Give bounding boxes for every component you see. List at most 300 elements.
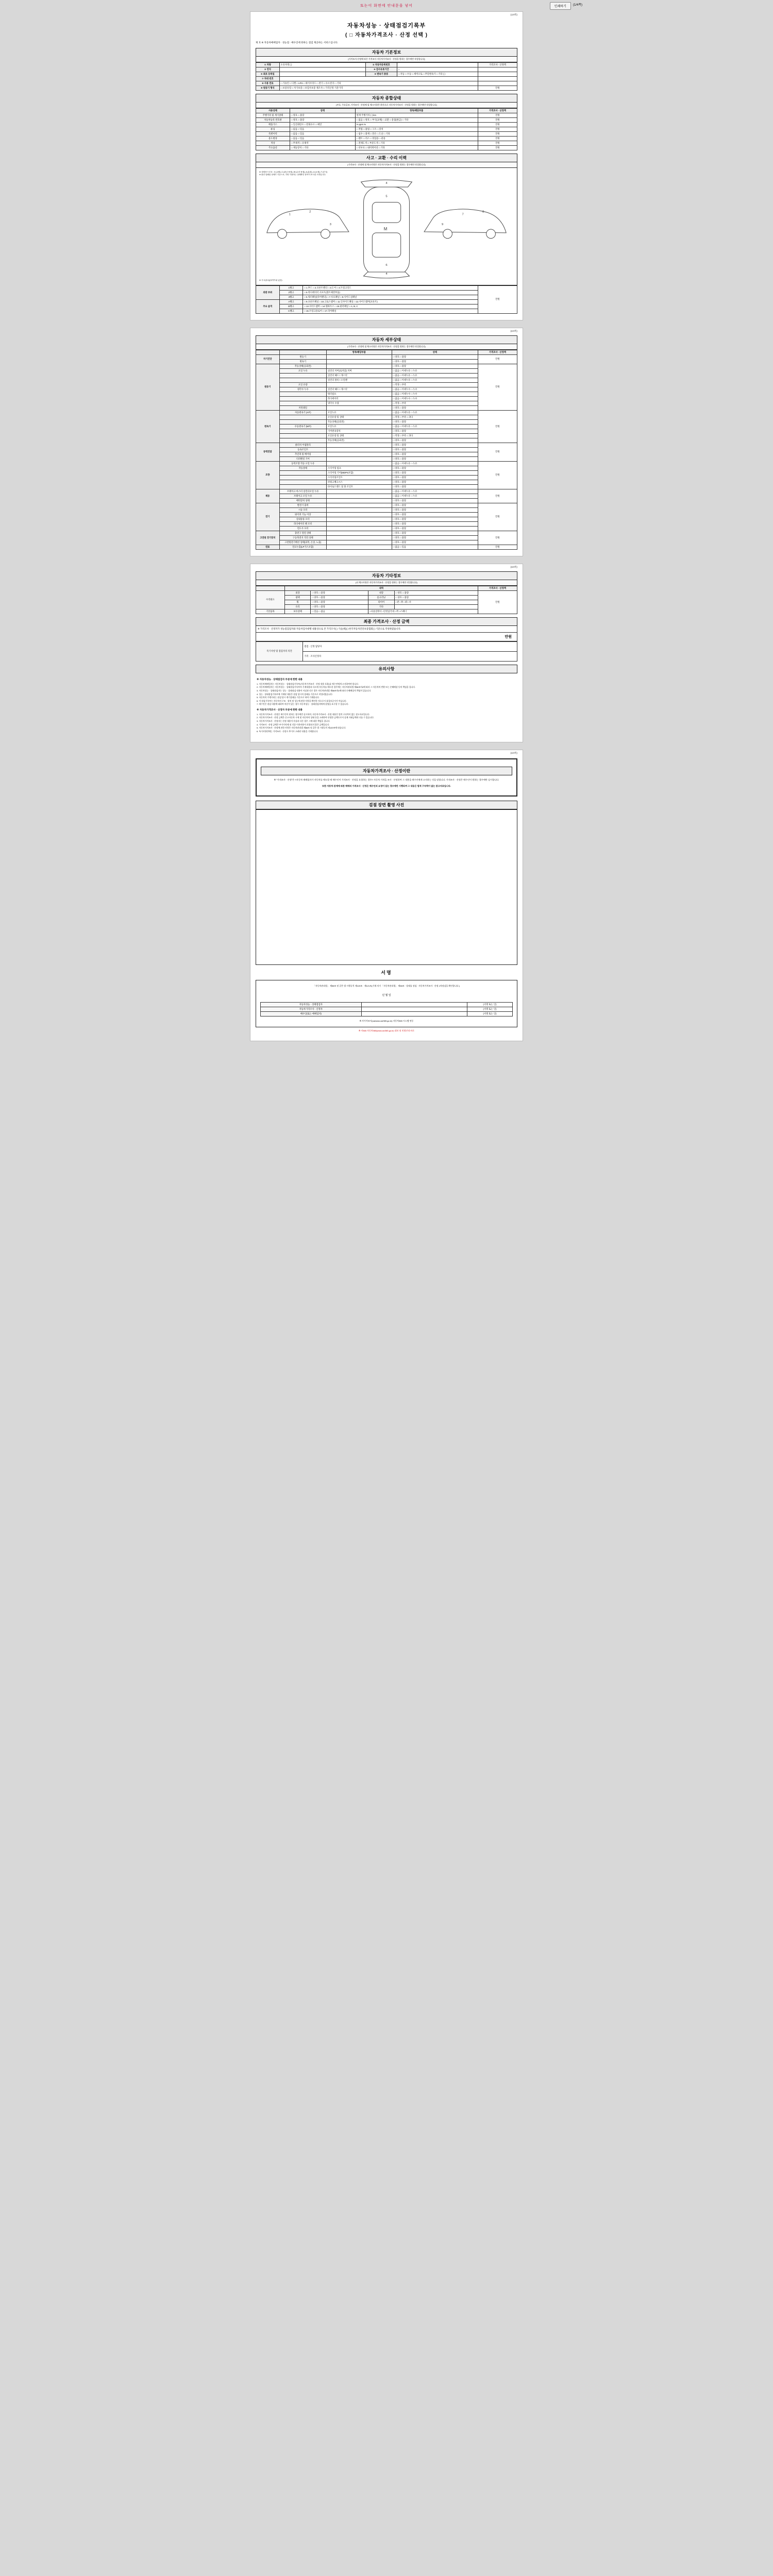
- detail-sub-label: 발전기 출력: [279, 503, 326, 507]
- overall-row-amount[interactable]: 만원: [478, 145, 517, 150]
- detail-state[interactable]: □ 없음 □ 미세누유 □ 누유: [392, 494, 478, 498]
- detail-amount[interactable]: 만원: [478, 461, 517, 489]
- section-etc-note: (타 체크사항은 자동차가격조사 · 산정을 원하는 경우에만 작성합니다): [256, 580, 517, 586]
- detail-amount[interactable]: 만원: [478, 410, 517, 443]
- basic-row-cell[interactable]: ~: [397, 67, 478, 72]
- overall-row-state[interactable]: □ 없음 □ 있음: [290, 127, 355, 131]
- section-detail-note: (가격조사 · 산정에 필 체크사항은 자동차가격조사 · 산정을 원하는 경우에만 작성합니다): [256, 344, 517, 350]
- accident-rank: A랭크: [279, 299, 303, 304]
- price-note-label: 특기사항 및 점검자의 의견: [256, 641, 303, 661]
- detail-sub-label: [279, 378, 326, 382]
- accident-amount[interactable]: 만원: [478, 285, 517, 313]
- detail-state[interactable]: □ 적정 □ 부족: [392, 382, 478, 387]
- basic-amount-cell[interactable]: [478, 72, 517, 76]
- accident-rank: C랭크: [279, 309, 303, 313]
- basic-row-label: ② 자동차등록번호: [365, 62, 397, 67]
- detail-item: [326, 443, 392, 447]
- terms-item: 5. 자동차가격조사 · 산정에 관한 사항은 자동차관리법 제58조 및 같은 법 시행규칙 제120조에 따릅니다.: [257, 726, 346, 730]
- basic-row-cell[interactable]: □ 보증유형 □ 자가보증 □ 보험사보증 제조사 □ 가격산정 기준가격: [279, 86, 478, 90]
- svg-text:2: 2: [309, 210, 311, 214]
- signature-row-value[interactable]: [361, 1011, 467, 1016]
- etc-sub-state[interactable]: □ 양호 □ 불량: [311, 604, 368, 609]
- detail-sub-label: [279, 438, 326, 443]
- detail-item: [326, 447, 392, 452]
- overall-row-items[interactable]: □ 선루프 □ 내비게이션 □ 기타: [355, 145, 478, 150]
- price-note-value[interactable]: 가격 · 조사산정자: [303, 651, 517, 661]
- detail-state[interactable]: □ 양호 □ 불량: [392, 443, 478, 447]
- detail-sub-label: [279, 392, 326, 396]
- detail-state[interactable]: □ 양호 □ 불량: [392, 475, 478, 480]
- section-price-title: 최종 가격조사 · 산정 금액: [256, 617, 517, 626]
- detail-amount[interactable]: 만원: [478, 364, 517, 410]
- detail-sub-label: 브레이크 마스터 실린더오일 누유: [279, 489, 326, 494]
- section-etc-title: 자동차 기타정보: [256, 571, 517, 580]
- detail-sub-label: [279, 480, 326, 484]
- etc-row-label: 수리필요: [256, 590, 285, 609]
- basic-row-cell[interactable]: [397, 62, 478, 67]
- detail-sub-label: 시동 모터: [279, 507, 326, 512]
- detail-state[interactable]: □ 적정 □ 부족 □ 과다: [392, 433, 478, 438]
- overall-row-state[interactable]: □ 무채색 □ 유채색: [290, 141, 355, 145]
- signature-row-seal[interactable]: (서명 또는 인): [467, 1011, 512, 1016]
- detail-group-label: 조향: [256, 461, 280, 489]
- detail-item: [326, 531, 392, 535]
- detail-group-label: 고전원 전기장치: [256, 531, 280, 545]
- etc-sub-label: 광택: [284, 595, 311, 600]
- detail-sub-label: 자동변속기 (A/T): [279, 410, 326, 415]
- signature-row-label: 매수인(또는 매매업자): [261, 1011, 362, 1016]
- svg-text:3: 3: [329, 223, 331, 226]
- detail-group-label: 변속기: [256, 410, 280, 443]
- detail-state[interactable]: □ 양호 □ 불량: [392, 498, 478, 503]
- detail-sub-label: 구동축전지 격리 상태: [279, 535, 326, 540]
- etc-sub-state[interactable]: □ 양호 □ 불량: [394, 595, 478, 600]
- detail-item: [326, 489, 392, 494]
- detail-item: [326, 359, 392, 364]
- detail-state[interactable]: □ 적정 □ 부족 □ 과다: [392, 415, 478, 419]
- guarantee-body-2: 또한 자동차 관계에 따른 매매의 가격조사 · 산정은 매수인의 요청이 있는 경우에만 시행되며 그 내용은 법적 구속력이 없는 참고자료입니다.: [322, 785, 451, 788]
- svg-text:1: 1: [289, 213, 291, 216]
- detail-state[interactable]: □ 양호 □ 불량: [392, 470, 478, 475]
- svg-text:9: 9: [442, 223, 444, 226]
- accident-items[interactable]: □ 16.트렁크플로어 □ 17.리어패널: [303, 309, 478, 313]
- detail-sub-label: 수동변속기 (M/T): [279, 424, 326, 429]
- etc-sub-label: 기타: [368, 604, 394, 609]
- signature-row-value[interactable]: [361, 1007, 467, 1011]
- accident-parts-table: [256, 285, 517, 314]
- page-4: [250, 750, 523, 1041]
- page-4-number: (4/4쪽): [510, 751, 517, 754]
- detail-item: [326, 354, 392, 359]
- detail-state[interactable]: □ 없음 □ 미세누유 □ 누유: [392, 461, 478, 466]
- etc-sub-state[interactable]: □ 있음 □ 없음: [311, 609, 368, 614]
- issue-line: 제 호 ※ 자동차매매업자 · 성능점 · 매수인에 한하는 점검 제공하는 서비스입니다.: [256, 41, 338, 44]
- price-note-value[interactable]: 점검 · 산정 담당자: [303, 641, 517, 651]
- detail-col-2: 항목/해당부품: [326, 350, 392, 354]
- etc-sub-label: 룸크리닝: [368, 595, 394, 600]
- signature-date[interactable]: 년 월 일: [382, 993, 391, 997]
- detail-col-1: [279, 350, 326, 354]
- overall-row-amount[interactable]: 만원: [478, 136, 517, 141]
- accident-items[interactable]: □ 9.프론트패널 □ 10.크로스멤버 □ 11.인사이드패널 □ 12.사이드멤버(프론트): [303, 299, 478, 304]
- signature-row-label: 자동차성능 · 상태점검자: [261, 1002, 362, 1007]
- overall-row-state[interactable]: □ 제동장치 □ 기타: [290, 145, 355, 150]
- basic-row-label: ⑤ 최초 등록일: [256, 72, 280, 76]
- section-overall-title: 자동차 종합상태: [256, 94, 517, 103]
- signature-row-value[interactable]: [361, 1002, 467, 1007]
- terms-item: 3. 자동차가격조사 · 산정자는 산정 내용이 사실과 다른 경우 그에 대한 책임을 집니다.: [257, 720, 330, 723]
- overall-row-amount[interactable]: 만원: [478, 117, 517, 122]
- basic-row-cell[interactable]: [279, 67, 365, 72]
- detail-sub-label: 고전원전기배선 상태(피복, 손상, 노출): [279, 540, 326, 545]
- signature-row-seal[interactable]: (서명 또는 인): [467, 1007, 512, 1011]
- detail-state[interactable]: □ 양호 □ 불량: [392, 531, 478, 535]
- accident-items[interactable]: □ 13.사이드멤버 □ 14.휠하우스 □ 15.필러패널 □ A, B, C: [303, 304, 478, 309]
- detail-group-label: 전기: [256, 503, 280, 531]
- detail-amount[interactable]: 만원: [478, 531, 517, 545]
- overall-row-state[interactable]: □ 일산화탄소 □ 탄화수소 □ 매연: [290, 122, 355, 127]
- detail-sub-label: 추진축 및 베어링: [279, 452, 326, 456]
- detail-state[interactable]: □ 없음 □ 미세누수 □ 누수: [392, 396, 478, 401]
- table-row: [256, 364, 517, 368]
- detail-item: [326, 545, 392, 549]
- detail-item: [326, 526, 392, 531]
- detail-state[interactable]: □ 양호 □ 불량: [392, 419, 478, 424]
- etc-sub-label: 내장: [368, 590, 394, 595]
- detail-item: 기어변속장치: [326, 429, 392, 433]
- detail-state[interactable]: □ 양호 □ 불량: [392, 503, 478, 507]
- detail-state[interactable]: □ 양호 □ 불량: [392, 452, 478, 456]
- detail-sub-label: 배력장치 상태: [279, 498, 326, 503]
- terms-item: 6. 특기사항란에는 가격조사 · 산정시 추가로 고려된 내용을 기재합니다.: [257, 730, 318, 733]
- etc-amount[interactable]: 만원: [478, 590, 517, 614]
- overall-row-state[interactable]: □ 양호 □ 불량: [290, 113, 355, 117]
- etc-sub-label: 유리: [284, 604, 311, 609]
- detail-sub-label: 연료누출(LP가스포함): [279, 545, 326, 549]
- detail-item: 오일누유: [326, 424, 392, 429]
- detail-sub-label: [279, 396, 326, 401]
- overall-row-items[interactable]: □ 전체도색 □ 부분도색 □ 기타: [355, 141, 478, 145]
- basic-row-cell[interactable]: □ 자동 □ 수동 □ 세미오토 □ 무단변속기 □ 기타 ( ): [397, 72, 478, 76]
- detail-item: [326, 452, 392, 456]
- guarantee-body: ※ "가격조사 · 산정"은 <자동차 매매업자가 자동차를 매도할 때 매수인이 가격조사 · 산정을 요청하는 경우> 자동차 가격을 조사 · 산정하여 그 내용을 매수인에게 고지하는 것을 말합니다. 가격조사 · 산정은 매수인이 원하는 경우에만 실시합니다.: [274, 778, 499, 781]
- overall-row-state[interactable]: □ 없음 □ 있음: [290, 136, 355, 141]
- page-2: [250, 328, 523, 556]
- overall-state-table: [256, 108, 517, 150]
- basic-row-label: ⑥ 변속기 종류: [365, 72, 397, 76]
- detail-sub-label: 윈도우 모터: [279, 526, 326, 531]
- detail-item: [326, 405, 392, 410]
- photo-area[interactable]: [256, 809, 517, 965]
- terms-block: [256, 673, 517, 736]
- overall-row-amount[interactable]: 만원: [478, 127, 517, 131]
- detail-amount[interactable]: 만원: [478, 354, 517, 364]
- terms-item: 1. 자동차매매업자는 자동차성능 · 상태점검기록부(자동차가격조사 · 산정 내용 포함)를 매수인에게 고지하여야 합니다.: [257, 682, 359, 685]
- basic-amount-header: 가격조사 · 산정액: [478, 62, 517, 67]
- page-3-number: (3/4쪽): [510, 565, 517, 568]
- table-row: [256, 354, 517, 359]
- overall-row-items[interactable]: □ 렌트 □ 리스 □ 영업용 □ 관용: [355, 136, 478, 141]
- basic-amount-cell: 만원: [478, 86, 517, 90]
- detail-item: 오일유량 및 상태: [326, 433, 392, 438]
- basic-amount-cell[interactable]: [478, 67, 517, 72]
- top-toolbar: [0, 0, 773, 11]
- detail-item: 스티어링조인트: [326, 475, 392, 480]
- overall-row-items[interactable]: □ 적법 □ 불법 □ 구조 □ 장치: [355, 127, 478, 131]
- terms-item: 2. 자동차가격조사 · 산정 금액은 중고자동차 시세 및 자동차의 상태 등을 고려하여 산정한 금액으로서 실제 거래금액과 다를 수 있습니다.: [257, 716, 375, 719]
- price-amount[interactable]: 만원: [256, 633, 517, 641]
- detail-item: [326, 364, 392, 368]
- section-notes-title: 유의사항: [256, 665, 517, 673]
- basic-row-cell[interactable]: [279, 72, 365, 76]
- accident-group-label: 주요 골격: [256, 299, 280, 313]
- detail-sub-label: 와이퍼 기능 이상: [279, 512, 326, 517]
- top-notice: 또는이 화면에 안내문을 넣어: [360, 4, 413, 8]
- detail-state[interactable]: □ 양호 □ 불량: [392, 535, 478, 540]
- detail-state[interactable]: □ 양호 □ 불량: [392, 447, 478, 452]
- price-notes-table: [256, 641, 517, 662]
- detail-sub-label: [279, 475, 326, 480]
- detail-amount[interactable]: 만원: [478, 503, 517, 531]
- toolbar-buttons: [550, 2, 582, 10]
- detail-state[interactable]: □ 양호 □ 불량: [392, 438, 478, 443]
- detail-sub-label: 등속조인트: [279, 447, 326, 452]
- detail-state[interactable]: □ 양호 □ 불량: [392, 354, 478, 359]
- print-button[interactable]: 인쇄하기: [550, 2, 571, 10]
- etc-row-label: 기본품목: [256, 609, 285, 614]
- detail-sub-label: 오일 누유: [279, 368, 326, 373]
- detail-state[interactable]: □ 없음 □ 미세누유 □ 누유: [392, 378, 478, 382]
- overall-row-items[interactable]: 현재 주행거리 ( ) km: [355, 113, 478, 117]
- detail-sub-label: 커먼레일: [279, 405, 326, 410]
- crash-question[interactable]: ※ 사고(유무)(타격부위 있음): [259, 279, 282, 281]
- overall-col-2: 항목/해당부품: [355, 108, 478, 113]
- overall-row-state[interactable]: □ 없음 □ 있음: [290, 131, 355, 136]
- section-overall-note: (부호, 주요골조, 가격조사 · 산정에 필 체크사항은 환산으로 자동차가격조사 · 산정을 원하는 경우에만 작성합니다): [256, 103, 517, 108]
- overall-row-label: 특별이력: [256, 131, 290, 136]
- section-accident-note: (가격조사 · 산정에 필 체크사항은 자동차가격조사 · 산정을 원하는 경우에만 작성합니다): [256, 162, 517, 168]
- accident-items[interactable]: □ 5.라디에이터 서포트(볼트체결부품): [303, 290, 478, 295]
- detail-item: [326, 382, 392, 387]
- detail-sub-label: 작동상태: [279, 466, 326, 470]
- overall-row-label: 주행거리 및 계기상태: [256, 113, 290, 117]
- terms-group1-list: [257, 683, 516, 706]
- etc-sub-state[interactable]: □ 양호 □ 불량: [311, 595, 368, 600]
- detail-item: [326, 535, 392, 540]
- terms-item: 4. 가격조사 · 산정 금액은 부가가치세 및 각종 이전비용이 포함되지 않은 금액입니다.: [257, 723, 330, 726]
- basic-row-label: ① 차량: [256, 62, 280, 67]
- detail-sub-label: [279, 419, 326, 424]
- overall-row-amount[interactable]: 만원: [478, 122, 517, 127]
- detail-state[interactable]: □ 없음 □ 미세누수 □ 누수: [392, 387, 478, 392]
- basic-amount-cell[interactable]: [478, 81, 517, 86]
- overall-col-0: 사용상태: [256, 108, 290, 113]
- detail-state[interactable]: □ 없음 □ 미세누수 □ 누수: [392, 392, 478, 396]
- detail-state[interactable]: □ 양호 □ 불량: [392, 507, 478, 512]
- accident-items[interactable]: □ 1.후드 □ 2.프론트펜더 □ 3.도어 □ 4.트렁크리드: [303, 285, 478, 290]
- price-desc: ※ 가격조사 · 산정자가 성능점검업자와 자동차검사대행 내용상으로 본 가격조사( ) 기술(세)( ) 한국자동차진단보증협회( ) 기준으로 작성하였습니다.: [256, 626, 517, 633]
- detail-state[interactable]: □ 양호 □ 불량: [392, 359, 478, 364]
- section-basic-note: [가격조사·산정에 따른 가격조사 자동차가격조사 · 산정을 원하는 경우에만 작성합니다]: [256, 57, 517, 62]
- page-wrapper: [0, 0, 773, 1041]
- detail-state[interactable]: □ 없음 □ 미세누유 □ 누유: [392, 410, 478, 415]
- detail-group-label: 제동: [256, 489, 280, 503]
- accident-items[interactable]: □ 6.쿼터패널(리어펜더) □ 7.루프패널 □ 8.사이드실패널: [303, 295, 478, 299]
- detail-item: 작동상태(공회전): [326, 438, 392, 443]
- detail-sub-label: 브레이크 오일 누유: [279, 494, 326, 498]
- detail-amount[interactable]: 만원: [478, 545, 517, 549]
- detail-group-label: 원동기: [256, 364, 280, 410]
- detail-item: [326, 498, 392, 503]
- detail-item: 파워크랭크시스: [326, 480, 392, 484]
- detail-sub-label: 충전구 절연 상태: [279, 531, 326, 535]
- etc-col-0: [256, 586, 285, 590]
- svg-text:6: 6: [385, 263, 388, 267]
- detail-state[interactable]: □ 양호 □ 불량: [392, 480, 478, 484]
- etc-sub-label: 보유상태: [284, 609, 311, 614]
- detail-amount[interactable]: 만원: [478, 489, 517, 503]
- detail-item: [326, 512, 392, 517]
- svg-text:5: 5: [385, 195, 388, 198]
- detail-state-table: [256, 350, 517, 550]
- overall-row-amount[interactable]: 만원: [478, 141, 517, 145]
- detail-sub-label: [279, 401, 326, 405]
- section-detail-title: 자동차 세부상태: [256, 335, 517, 344]
- photo-section-title: 검점 장면 촬영 사진: [256, 801, 517, 809]
- detail-item: [326, 461, 392, 466]
- detail-state[interactable]: □ 양호 □ 불량: [392, 512, 478, 517]
- page-1-number: (1/4쪽): [510, 13, 517, 16]
- detail-state[interactable]: □ 양호 □ 불량: [392, 517, 478, 521]
- etc-sub-label: 타이어: [368, 600, 394, 604]
- overall-row-amount[interactable]: 만원: [478, 113, 517, 117]
- svg-text:8: 8: [482, 210, 484, 214]
- detail-state[interactable]: □ 양호 □ 불량: [392, 364, 478, 368]
- detail-item: 스티어링 기어(MDPS포함): [326, 470, 392, 475]
- detail-col-4: 가격조사 · 산정액: [478, 350, 517, 354]
- overall-row-items[interactable]: □ 없음 □ 양호 □ 부식(교체) □ 교환 □ 용접(판금) □ 기타: [355, 117, 478, 122]
- overall-row-items[interactable]: □ 침수 □ 화재 □ 전손 □ 도난 □ 기타: [355, 131, 478, 136]
- detail-item: [326, 507, 392, 512]
- detail-sub-label: 냉각수 누수: [279, 387, 326, 392]
- overall-row-label: 자동차등록 번호판: [256, 117, 290, 122]
- detail-sub-label: 디퍼렌셜 기어: [279, 456, 326, 461]
- detail-sub-label: 클러치 어셈블리: [279, 443, 326, 447]
- detail-col-0: [256, 350, 280, 354]
- accident-rank: 3랭크: [279, 295, 303, 299]
- accident-group-label: 외판 부위: [256, 285, 280, 299]
- terms-group2-title: ※ 자동차가격조사 · 산정자 부분에 한한 내용: [257, 708, 303, 711]
- signature-box: [256, 980, 517, 1027]
- etc-info-table: [256, 586, 517, 614]
- detail-item: 실린더 헤드 / 개스킷: [326, 387, 392, 392]
- etc-sub-state[interactable]: □전 □후 □좌 □우: [394, 600, 478, 604]
- detail-group-label: 자기진단: [256, 354, 280, 364]
- detail-sub-label: [279, 433, 326, 438]
- diagram-legend-1: ※ 상태표시 부호 : X (교환), C (판금·용접), W (수리·용접), A (흠집), U (요철), T (부식): [259, 171, 328, 173]
- detail-sub-label: 실내송풍 모터: [279, 517, 326, 521]
- detail-state[interactable]: □ 없음 □ 있음: [392, 545, 478, 549]
- detail-state[interactable]: □ 적정 □ 부족: [392, 401, 478, 405]
- accident-diagram-box: [256, 168, 517, 285]
- detail-item: 작동상태(공회전): [326, 419, 392, 424]
- detail-amount[interactable]: 만원: [478, 443, 517, 461]
- basic-info-table: [256, 62, 517, 91]
- overall-row-items[interactable]: % ppm %: [355, 122, 478, 127]
- etc-sub-label: 외장: [284, 590, 311, 595]
- basic-amount-cell[interactable]: [478, 76, 517, 81]
- page-3: [250, 564, 523, 742]
- overall-row-state[interactable]: □ 양호 □ 불량: [290, 117, 355, 122]
- table-row: [256, 489, 517, 494]
- detail-state[interactable]: □ 없음 □ 미세누유 □ 누유: [392, 373, 478, 378]
- overall-row-label: 배출가스: [256, 122, 290, 127]
- detail-state[interactable]: □ 양호 □ 불량: [392, 484, 478, 489]
- detail-group-label: 연료: [256, 545, 280, 549]
- basic-row-cell[interactable]: [279, 76, 478, 81]
- terms-item: 7. 매수인은 점검 내용에 대하여 의문이 있는 경우 자동차성능 · 상태점검자에게 설명을 요구할 수 있습니다.: [257, 703, 349, 706]
- overall-col-3: 가격조사 · 산정액: [478, 108, 517, 113]
- etc-sub-state[interactable]: □사용설명서 □안전삼각대 □잭 □스패너: [368, 609, 478, 614]
- guarantee-box: [256, 758, 517, 796]
- detail-state[interactable]: □ 없음 □ 미세누유 □ 누유: [392, 368, 478, 373]
- detail-state[interactable]: □ 양호 □ 불량: [392, 466, 478, 470]
- overall-row-amount[interactable]: 만원: [478, 131, 517, 136]
- detail-sub-label: [279, 429, 326, 433]
- detail-item: 타이로드엔드 및 볼 조인트: [326, 484, 392, 489]
- signature-table: [260, 1002, 513, 1016]
- detail-item: 냉각수 수량: [326, 401, 392, 405]
- detail-group-label: 동력전달: [256, 443, 280, 461]
- detail-state[interactable]: □ 양호 □ 불량: [392, 540, 478, 545]
- detail-item: 스티어링 펌프: [326, 466, 392, 470]
- accident-rank: B랭크: [279, 304, 303, 309]
- page-indicator: (1/4쪽): [573, 4, 582, 7]
- detail-state[interactable]: □ 양호 □ 불량: [392, 526, 478, 531]
- signature-title: 서명: [381, 970, 392, 976]
- table-row: [256, 503, 517, 507]
- detail-state[interactable]: □ 양호 □ 불량: [392, 429, 478, 433]
- etc-sub-state[interactable]: □ 양호 □ 불량: [394, 590, 478, 595]
- detail-table-body: [256, 354, 517, 549]
- overall-row-label: 주요옵션: [256, 145, 290, 150]
- etc-sub-state[interactable]: [394, 604, 478, 609]
- detail-item: [326, 517, 392, 521]
- detail-state[interactable]: □ 양호 □ 불량: [392, 521, 478, 526]
- basic-row-label: ⑨ 원동기 형식: [256, 86, 280, 90]
- etc-sub-state[interactable]: □ 양호 □ 불량: [311, 600, 368, 604]
- basic-row-cell[interactable]: □ 가솔린 □ 디젤 □ LPG □ 하이브리드 □ 전기 □ 수소전지 □ 기타: [279, 81, 478, 86]
- detail-state[interactable]: □ 없음 □ 미세누유 □ 누유: [392, 489, 478, 494]
- etc-sub-state[interactable]: □ 양호 □ 불량: [311, 590, 368, 595]
- signature-row-label: 자동차가격조사 · 산정자: [261, 1007, 362, 1011]
- detail-state[interactable]: □ 없음 □ 미세누유 □ 누유: [392, 424, 478, 429]
- detail-item: 실린더 블록 / 오일팬: [326, 378, 392, 382]
- overall-row-label: 튜닝: [256, 127, 290, 131]
- detail-sub-label: 변속기: [279, 359, 326, 364]
- table-row: [256, 461, 517, 466]
- terms-group2-list: [257, 713, 516, 733]
- detail-item: [326, 494, 392, 498]
- signature-row-seal[interactable]: (서명 또는 인): [467, 1002, 512, 1007]
- detail-state[interactable]: □ 양호 □ 불량: [392, 456, 478, 461]
- detail-state[interactable]: □ 양호 □ 불량: [392, 405, 478, 410]
- basic-row-label: ④ 검사유효기간: [365, 67, 397, 72]
- basic-row-cell[interactable]: 소유자명 ( ): [279, 62, 365, 67]
- detail-item: [326, 540, 392, 545]
- terms-item: 1. 자동차가격조사 · 산정은 매수인이 원하는 경우에만 실시하며, 자동차가격조사 · 산정 내용은 법적 구속력이 없는 참고자료입니다.: [257, 713, 370, 716]
- overall-col-1: 상태: [290, 108, 355, 113]
